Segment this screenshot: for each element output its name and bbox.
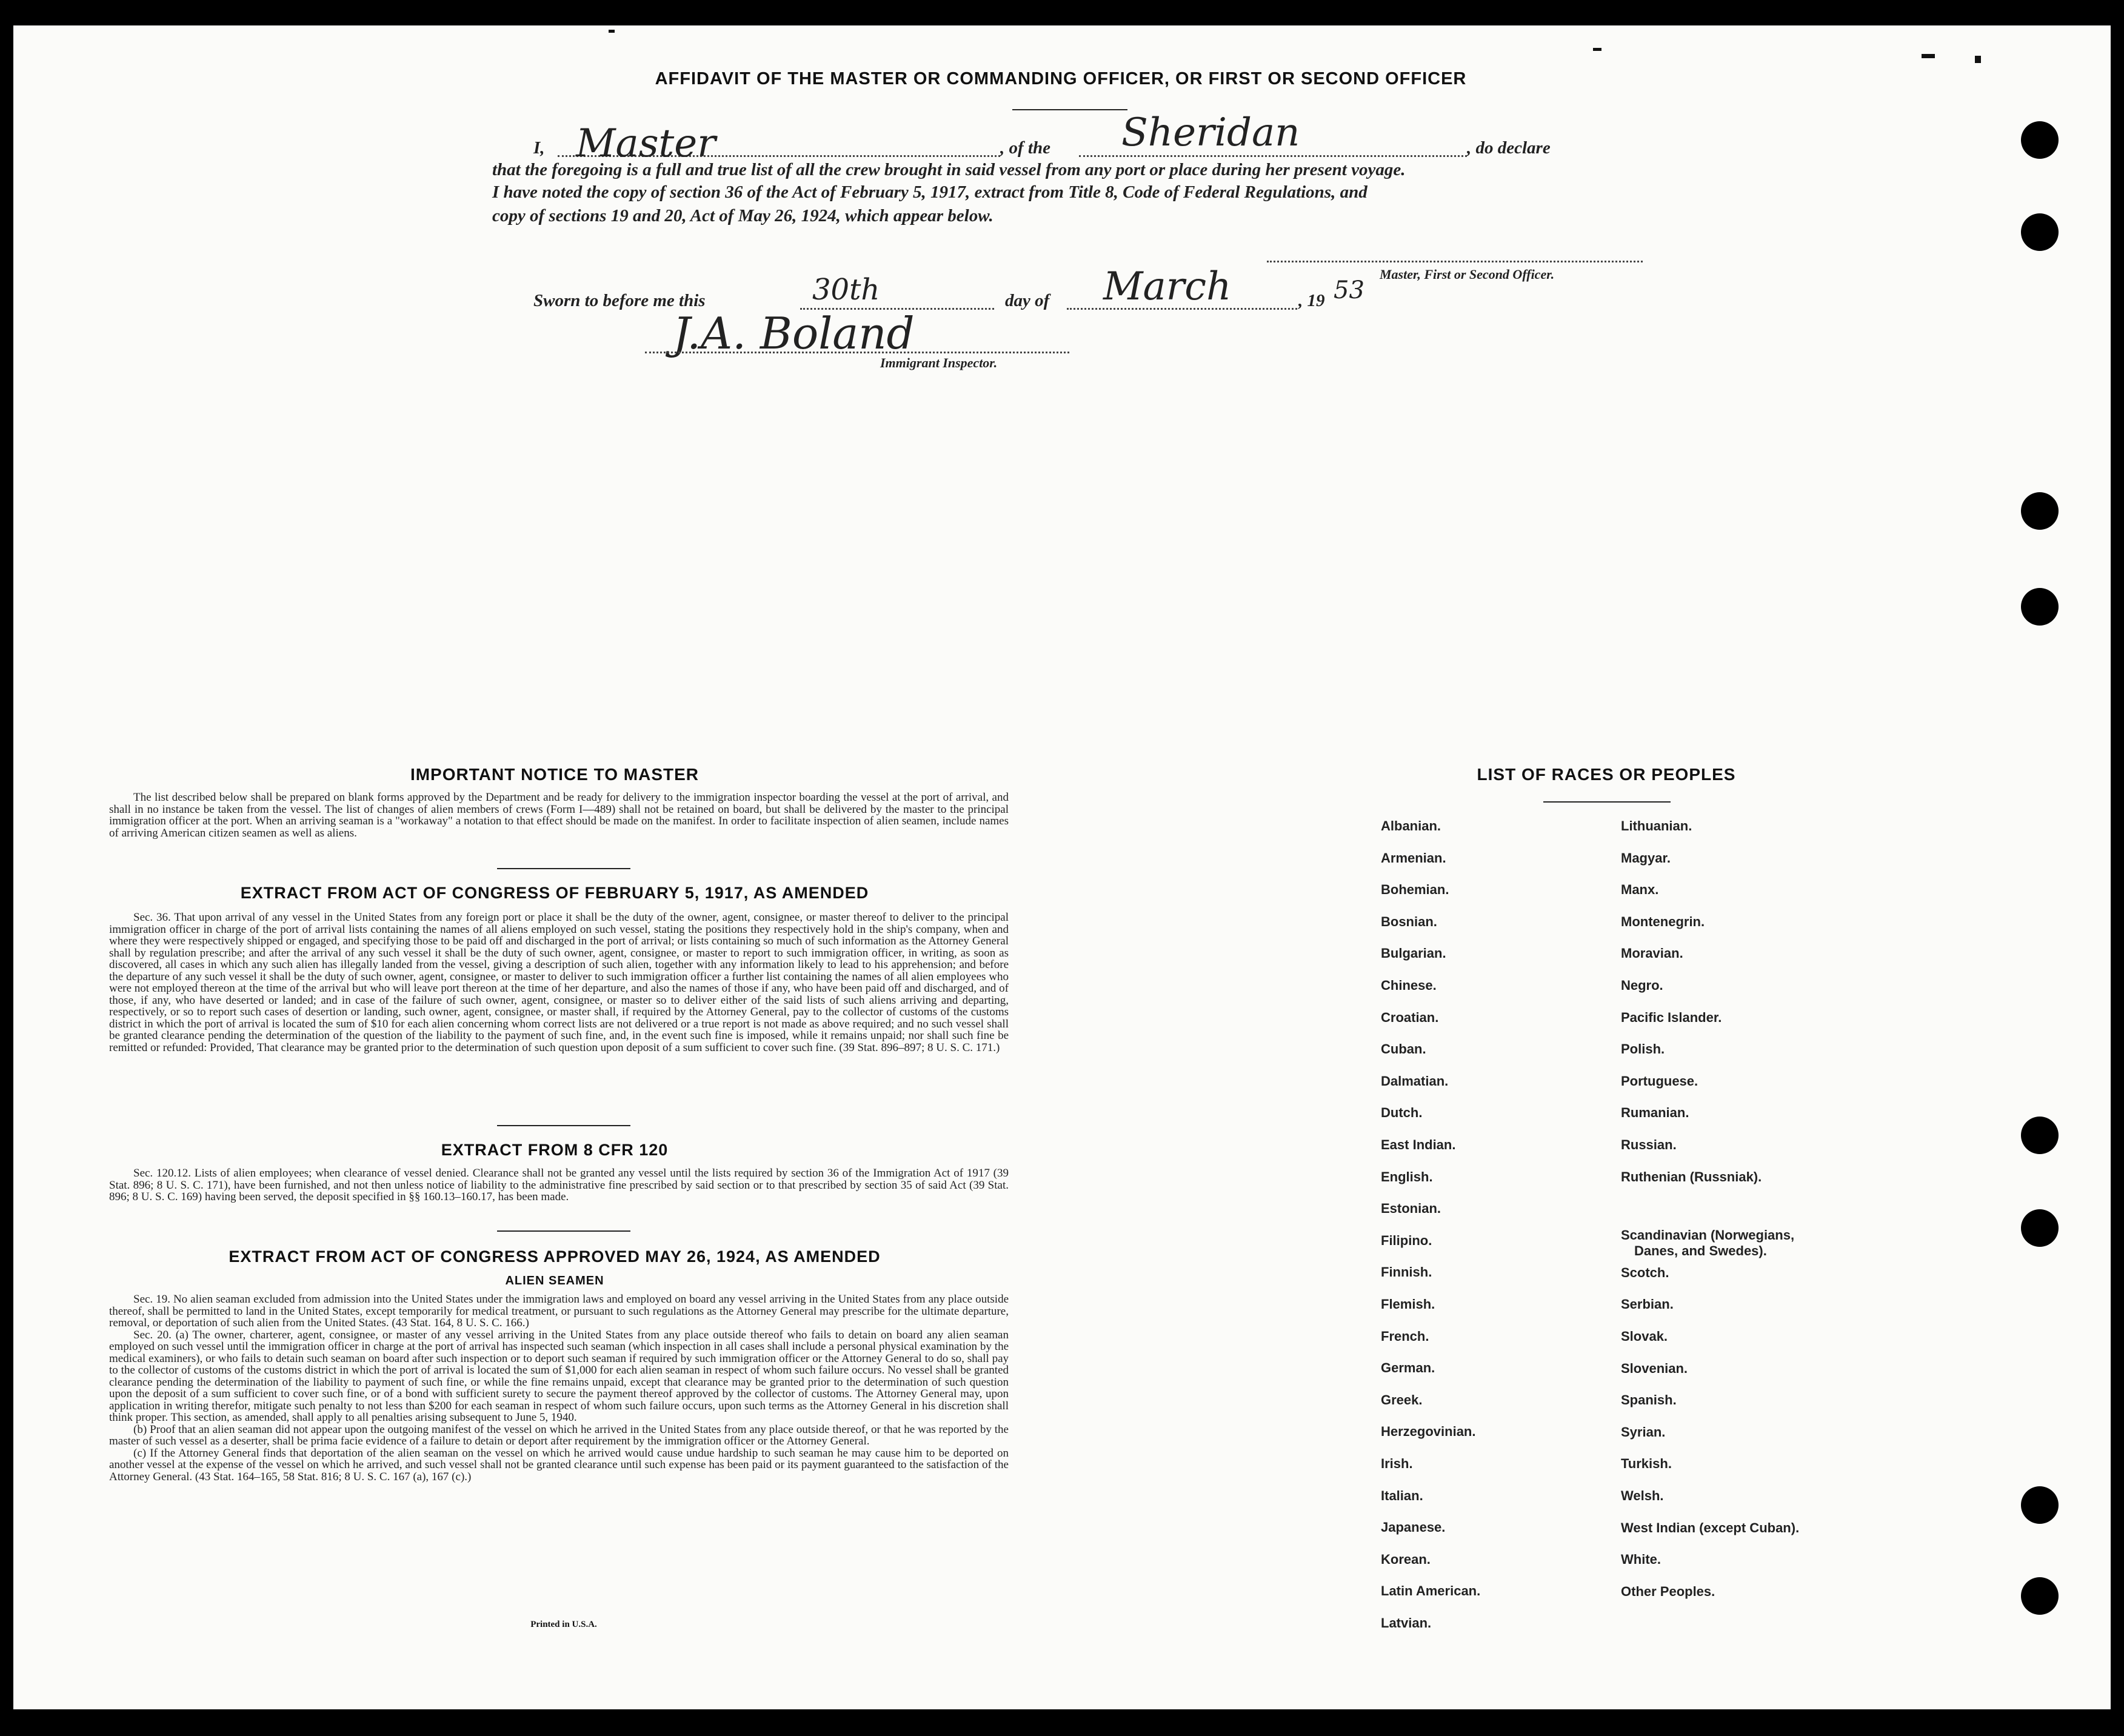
- race-item: Cuban.: [1381, 1041, 1426, 1057]
- declaration-text-1: that the foregoing is a full and true list of all the crew brought in said vessel from any port or place during her present voyage.: [492, 160, 1406, 179]
- month-handwritten: March: [1103, 264, 1232, 309]
- race-item: Rumanian.: [1621, 1105, 1689, 1121]
- race-item: Magyar.: [1621, 850, 1671, 866]
- officer-handwritten: Master: [576, 121, 716, 166]
- extract-1917-title: EXTRACT FROM ACT OF CONGRESS OF FEBRUARY 5, 1917, AS AMENDED: [240, 884, 869, 902]
- race-item: Pacific Islander.: [1621, 1009, 1722, 1025]
- race-item: Greek.: [1381, 1392, 1423, 1407]
- inspector-line: [645, 352, 1069, 353]
- i-label: I,: [533, 138, 545, 158]
- do-declare-label: , do declare: [1467, 138, 1551, 158]
- extract-cfr-text: Sec. 120.12. Lists of alien employees; when clearance of vessel denied. Clearance shall not be granted any vessel until the lists required by section 36 of the Immigration Act of 1917 (39 Stat. 896; 8 U. S. C. 171), have been furnished, and not then unless notice of liability to the administrative fine prescribed by said section or to that prescribed by section 35 of said Act (39 Stat. 896; 8 U. S. C. 169) having been served, the deposit specified in §§ 160.13–160.17, has been made.: [109, 1167, 1009, 1203]
- race-item: East Indian.: [1381, 1137, 1456, 1152]
- declaration-text-3: copy of sections 19 and 20, Act of May 26, 1924, which appear below.: [492, 206, 994, 225]
- divider: [497, 1125, 630, 1126]
- race-item: White.: [1621, 1552, 1661, 1567]
- race-item: Spanish.: [1621, 1392, 1677, 1408]
- sec-20a-text: Sec. 20. (a) The owner, charterer, agent, consignee, or master of any vessel arriving in the United States from any place outside thereof who fails to detain on board any alien seaman employed on such vessel until the immigration officer in charge at the port of arrival has inspected such seaman (which inspection in all cases shall include a personal physical examination by the medical examiners), or who fails to detain such seaman on board after such inspection or to deport such seaman if required by such immigration officer or the Attorney General to do so, shall pay to the collector of customs of the customs district in which the port of arrival is located the sum of $1,000 for each alien seaman in respect of whom such failure occurs. No vessel shall be granted clearance pending the determination of the liability to payment of such fine, or while the fine remains unpaid, except that clearance may be granted prior to the determination of such question upon the deposit of a sum sufficient to cover such fine, or of a bond with sufficient surety to secure the payment thereof approved by the collector of customs. The Attorney General may, upon application in writing therefor, mitigate such penalty to not less than $200 for each seaman in respect of whom such failure occurs, upon such terms as the Attorney General in his discretion shall think proper. This section, as amended, shall apply to all penalties arising subsequent to June 5, 1940.: [109, 1328, 1009, 1424]
- races-title-underline: [1543, 801, 1671, 803]
- sec-19-text: Sec. 19. No alien seaman excluded from admission into the United States under the immigration laws and employed on board any vessel arriving in the United States from any place outside thereof, shall be permitted to land in the United States, except temporarily for medical treatment, or pursuant to such regulations as the Attorney General may prescribe for the ultimate departure, removal, or deportation of such alien from the United States. (43 Stat. 164, 8 U. S. C. 166.): [109, 1293, 1009, 1329]
- scan-speck: [1922, 54, 1935, 58]
- declaration-text-2: I have noted the copy of section 36 of the Act of February 5, 1917, extract from Title 8, Code of Federal Regulations, and: [492, 182, 1368, 202]
- race-item: Manx.: [1621, 882, 1659, 898]
- race-item: Slovak.: [1621, 1328, 1668, 1344]
- race-item: West Indian (except Cuban).: [1621, 1520, 1800, 1535]
- printed-in-usa: Printed in U.S.A.: [530, 1620, 597, 1629]
- year-handwritten: 53: [1334, 276, 1364, 304]
- vessel-handwritten: Sheridan: [1121, 110, 1300, 155]
- race-item: Moravian.: [1621, 946, 1683, 961]
- divider: [497, 868, 630, 869]
- race-item: Armenian.: [1381, 850, 1446, 866]
- race-item: Bulgarian.: [1381, 946, 1446, 961]
- race-item: Scotch.: [1621, 1264, 1669, 1280]
- scan-speck: [1975, 56, 1981, 63]
- binder-hole: [2021, 1486, 2059, 1524]
- race-item: Slovenian.: [1621, 1360, 1688, 1376]
- race-item: Serbian.: [1621, 1297, 1674, 1312]
- alien-seamen-subtitle: ALIEN SEAMEN: [505, 1274, 604, 1287]
- title-underline: [1012, 109, 1127, 110]
- binder-hole: [2021, 1577, 2059, 1615]
- binder-hole: [2021, 492, 2059, 530]
- binder-hole: [2021, 1209, 2059, 1247]
- notice-text: The list described below shall be prepared on blank forms approved by the Department and be ready for delivery to the immigration inspector boarding the vessel at the port of arrival, and shall in no instance be taken from the vessel. The list of changes of alien members of crews (Form I—489) shall not be retained on board, but shall be delivered by the master to the principal immigration officer at the port. When an arriving seaman is a "workaway" a notation to that effect should be made on the manifest. In order to facilitate inspection of alien seamen, include names of arriving American citizen seamen as well as aliens.: [109, 791, 1009, 840]
- notice-title: IMPORTANT NOTICE TO MASTER: [410, 765, 700, 784]
- binder-hole: [2021, 121, 2059, 159]
- race-item: Negro.: [1621, 978, 1663, 993]
- race-item: Dutch.: [1381, 1105, 1423, 1121]
- binder-hole: [2021, 1117, 2059, 1154]
- sec-20b-text: (b) Proof that an alien seaman did not appear upon the outgoing manifest of the vessel on which he arrived in the United States from any place outside thereof, or that he was reported by the master of such vessel as a deserter, shall be prima facie evidence of a failure to detain or deport after requirement by the immigration officer or the Attorney General.: [109, 1423, 1009, 1447]
- extract-cfr-body: [109, 1167, 1009, 1203]
- race-item: Finnish.: [1381, 1264, 1432, 1280]
- race-item: Danes, and Swedes).: [1634, 1243, 1767, 1259]
- race-item: Turkish.: [1621, 1456, 1672, 1472]
- race-item: Herzegovinian.: [1381, 1424, 1476, 1440]
- race-item: Irish.: [1381, 1456, 1413, 1471]
- race-item: Montenegrin.: [1621, 913, 1705, 929]
- race-item: Croatian.: [1381, 1009, 1439, 1025]
- extract-1924-title: EXTRACT FROM ACT OF CONGRESS APPROVED MAY 26, 1924, AS AMENDED: [229, 1247, 881, 1266]
- race-item: Estonian.: [1381, 1201, 1441, 1217]
- race-item: English.: [1381, 1169, 1433, 1184]
- signature-line: [1267, 261, 1643, 262]
- extract-1917-body: [109, 912, 1009, 1053]
- race-item: Flemish.: [1381, 1297, 1435, 1312]
- vessel-field-line: [1079, 155, 1467, 157]
- race-item: French.: [1381, 1328, 1429, 1344]
- race-item: Korean.: [1381, 1551, 1431, 1567]
- race-item: Scandinavian (Norwegians,: [1621, 1227, 1795, 1243]
- race-item: Dalmatian.: [1381, 1073, 1449, 1089]
- signature-caption: Master, First or Second Officer.: [1380, 267, 1555, 282]
- inspector-signature: J.A. Boland: [673, 308, 915, 359]
- races-column-2: [1621, 818, 1960, 1637]
- race-item: Polish.: [1621, 1041, 1665, 1057]
- of-the-label: , of the: [1000, 138, 1050, 158]
- sworn-label: Sworn to before me this: [533, 291, 706, 310]
- race-item: Latvian.: [1381, 1615, 1432, 1631]
- race-item: Albanian.: [1381, 818, 1441, 833]
- race-item: Italian.: [1381, 1487, 1423, 1503]
- inspector-caption: Immigrant Inspector.: [880, 355, 998, 370]
- race-item: German.: [1381, 1360, 1435, 1376]
- scan-speck: [1593, 48, 1601, 51]
- sworn-day-handwritten: 30th: [812, 273, 880, 307]
- day-of-label: day of: [1005, 291, 1050, 310]
- race-item: Lithuanian.: [1621, 818, 1692, 833]
- extract-1917-text: Sec. 36. That upon arrival of any vessel in the United States from any foreign port or place it shall be the duty of the owner, agent, consignee, or master thereof to deliver to the principal immigration officer in charge of the port of arrival lists containing the names of all aliens employed on such vessel, stating the positions they respectively hold in the ship's company, when and where they were respectively shipped or engaged, and specifying those to be paid off and discharged in the port of arrival; or lists containing so much of such information as the Attorney General shall by regulation prescribe; and after the arrival of any such vessel it shall be the duty of such owner, agent, consignee, or master to report to such immigration officer, in writing, as soon as discovered, all cases in which any such alien has illegally landed from the vessel, giving a description of such alien, together with any information likely to lead to his apprehension; and before the departure of any such vessel it shall be the duty of such owner, agent, consignee, or master to deliver to such immigration officer a further list containing the names of all alien employees who were not employed thereon at the time of the arrival but who will leave port thereon at the time of her departure, and also the names of those if any, who have been paid off and discharged, and of those, if any, who have deserted or landed; and in case of the failure of such owner, agent, consignee, or master so to deliver either of the said lists of such aliens arriving and departing, respectively, or so to report such cases of desertion or landing, such owner, agent, consignee, or master shall, if required by the Attorney General, pay to the collector of customs of the customs district in which the port of arrival is located the sum of $10 for each alien concerning whom correct lists are not delivered or a true report is not made as above required; and no such vessel shall be granted clearance pending the determination of the question of the liability to the payment of such fine, and, in the event such fine is imposed, while it remains unpaid; nor shall such fine be remitted or refunded: Provided, That clearance may be granted prior to the determination of such question upon deposit of a sum sufficient to cover such fine. (39 Stat. 896–897; 8 U. S. C. 171.): [109, 911, 1009, 1054]
- extract-cfr-title: EXTRACT FROM 8 CFR 120: [441, 1141, 669, 1159]
- year-prefix: , 19: [1298, 291, 1325, 310]
- notice-body: [109, 792, 1009, 839]
- sworn-line: [533, 291, 1382, 315]
- extract-1924-body: [109, 1294, 1009, 1483]
- race-item: Bohemian.: [1381, 882, 1449, 898]
- race-item: Portuguese.: [1621, 1073, 1698, 1089]
- race-item: Syrian.: [1621, 1424, 1666, 1440]
- races-title: LIST OF RACES OR PEOPLES: [1477, 765, 1736, 784]
- race-item: Other Peoples.: [1621, 1583, 1715, 1599]
- sec-20c-text: (c) If the Attorney General finds that deportation of the alien seaman on the vessel on which he arrived would cause undue hardship to such seaman he may cause him to be deported on another vessel at the expense of the vessel on which he arrived, and such vessel shall not be granted clearance until such expense has been paid or its payment guaranteed to the satisfaction of the Attorney General. (43 Stat. 164–165, 58 Stat. 816; 8 U. S. C. 167 (a), 167 (c).): [109, 1446, 1009, 1483]
- race-item: Welsh.: [1621, 1487, 1664, 1503]
- race-item: Bosnian.: [1381, 913, 1437, 929]
- affidavit-title: AFFIDAVIT OF THE MASTER OR COMMANDING OFFICER, OR FIRST OR SECOND OFFICER: [655, 69, 1467, 88]
- divider: [497, 1230, 630, 1232]
- race-item: Chinese.: [1381, 978, 1437, 993]
- binder-hole: [2021, 213, 2059, 251]
- races-column-1: [1381, 818, 1611, 1637]
- binder-hole: [2021, 588, 2059, 626]
- race-item: Latin American.: [1381, 1583, 1481, 1599]
- scan-speck: [609, 30, 615, 33]
- race-item: Russian.: [1621, 1137, 1677, 1152]
- race-item: Filipino.: [1381, 1232, 1432, 1248]
- race-item: Ruthenian (Russniak).: [1621, 1169, 1762, 1184]
- race-item: Japanese.: [1381, 1520, 1446, 1535]
